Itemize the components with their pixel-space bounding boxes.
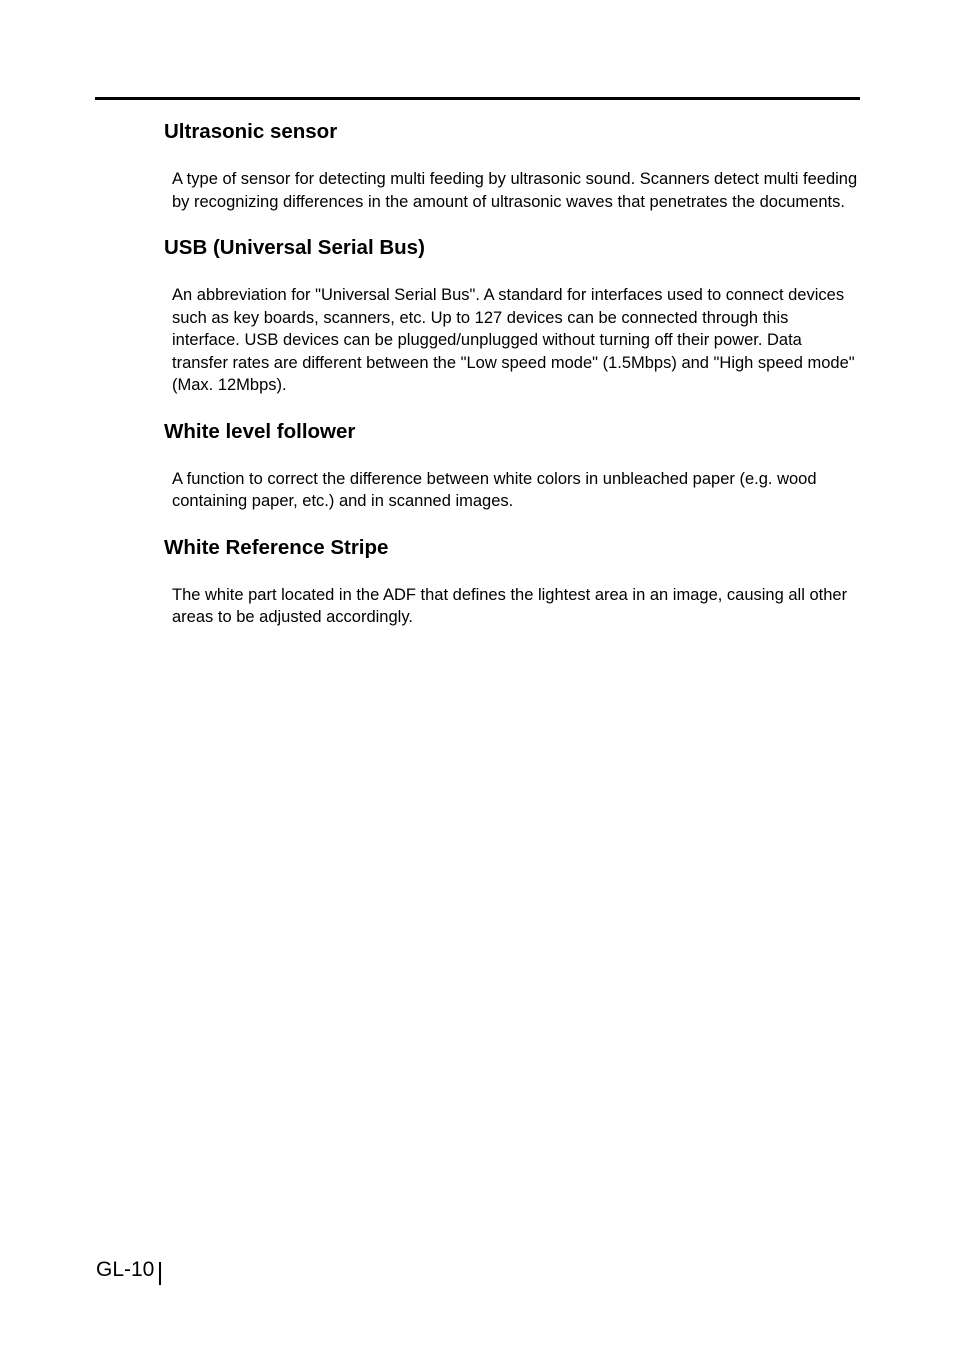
glossary-term: Ultrasonic sensor xyxy=(164,120,338,143)
glossary-entry-white-level-follower xyxy=(164,419,860,513)
glossary-term: USB (Universal Serial Bus) xyxy=(164,236,425,259)
glossary-term: White level follower xyxy=(164,419,356,443)
glossary-entry-ultrasonic-sensor xyxy=(164,119,860,213)
glossary-entry-white-reference-stripe xyxy=(164,535,860,629)
glossary-definition: A function to correct the difference between white colors in unbleached paper (e.g. wood containing paper, etc.) and in scanned images. xyxy=(172,469,817,510)
glossary-term: White Reference Stripe xyxy=(164,535,389,559)
glossary-definition: The white part located in the ADF that defines the lightest area in an image, causing all other areas to be adjusted accordingly. xyxy=(172,585,848,626)
page-number-divider xyxy=(159,1262,161,1285)
glossary-content xyxy=(164,119,860,629)
glossary-definition: An abbreviation for "Universal Serial Bus". A standard for interfaces used to connect devices such as key boards, scanners, etc. Up to 127 devices can be connected through this interface. USB devices can be plugged/unplugged without turning off their power. Data transfer rates are different between the "Low speed mode" (1.5Mbps) and "High speed mode" (Max. 12Mbps). xyxy=(172,286,855,394)
glossary-definition: A type of sensor for detecting multi feeding by ultrasonic sound. Scanners detect multi feeding by recognizing differences in the amount of ultrasonic waves that penetrates the documents. xyxy=(172,170,858,211)
page-number: GL-10 xyxy=(96,1258,155,1281)
glossary-entry-usb xyxy=(164,235,860,397)
header-rule xyxy=(95,97,860,100)
